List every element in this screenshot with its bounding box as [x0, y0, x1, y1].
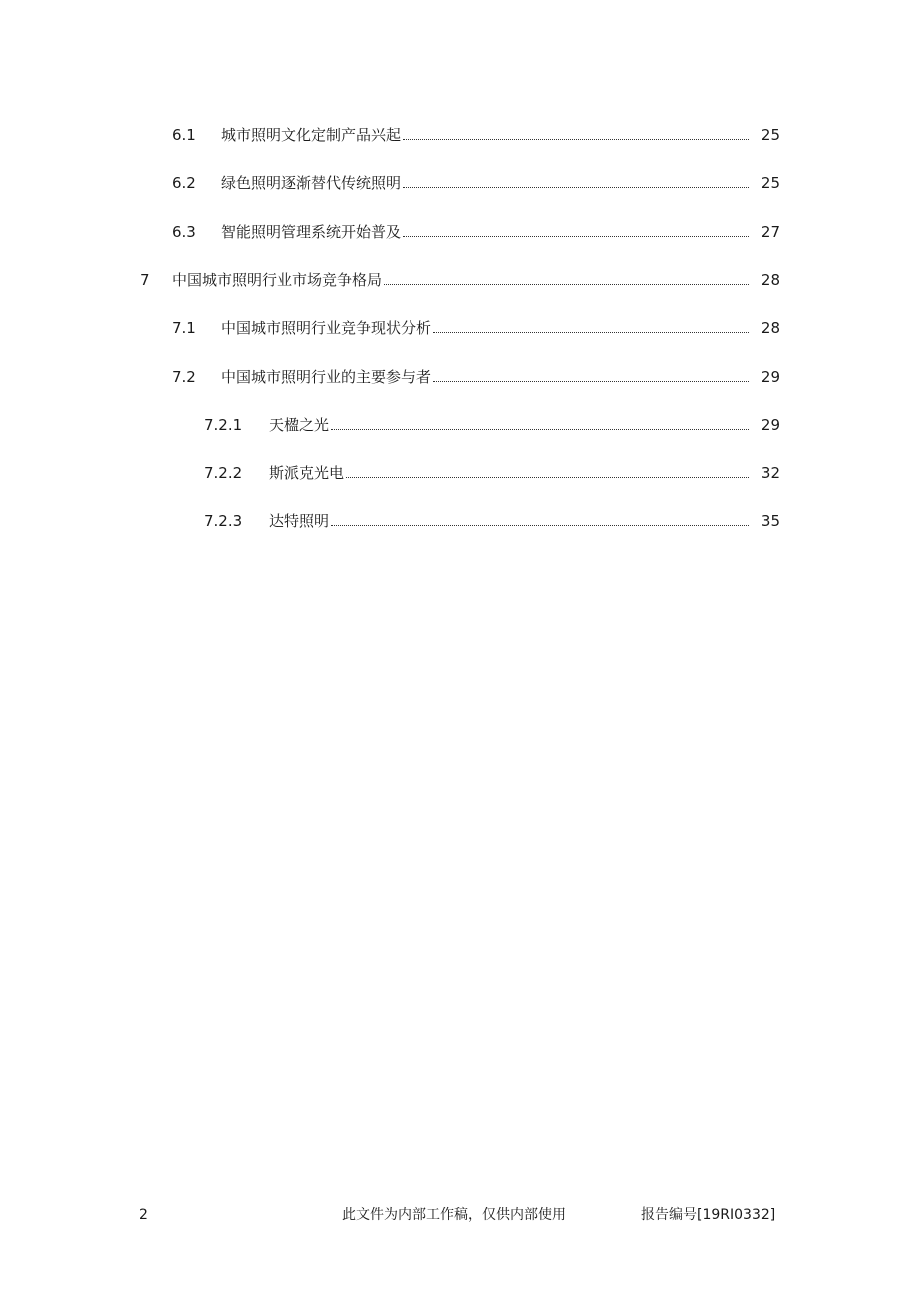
footer-page-number: 2: [139, 1207, 148, 1223]
toc-entry-number: 7.2.1: [204, 416, 243, 434]
toc-entry-title: 天楹之光: [269, 416, 330, 434]
toc-entry[interactable]: [0, 413, 920, 437]
toc-entry[interactable]: [0, 123, 920, 147]
footer-confidential-notice: 此文件为内部工作稿，仅供内部使用: [342, 1207, 566, 1223]
toc-entry-number: 7: [140, 271, 150, 289]
toc-entry-page: 25: [750, 123, 780, 147]
toc-entry-title: 绿色照明逐渐替代传统照明: [221, 174, 402, 192]
toc-entry[interactable]: [0, 171, 920, 195]
toc-entry-page: 28: [750, 316, 780, 340]
toc-entry[interactable]: [0, 316, 920, 340]
toc-entry-page: 27: [750, 220, 780, 244]
toc-entry-title: 中国城市照明行业的主要参与者: [221, 368, 432, 386]
toc-leader-dots: [403, 220, 777, 237]
toc-entry-number: 6.2: [172, 174, 196, 192]
toc-entry-title: 斯派克光电: [269, 464, 345, 482]
toc-leader-dots: [331, 413, 777, 430]
toc-leader-dots: [331, 509, 777, 526]
toc-entry-page: 32: [750, 461, 780, 485]
page-footer: [0, 1203, 920, 1227]
toc-entry-title: 中国城市照明行业市场竞争格局: [172, 271, 383, 289]
toc-entry-number: 6.3: [172, 223, 196, 241]
toc-entry-number: 7.2.2: [204, 464, 243, 482]
toc-leader-dots: [384, 268, 777, 285]
toc-entry[interactable]: [0, 509, 920, 533]
toc-entry-page: 28: [750, 268, 780, 292]
toc-entry-title: 达特照明: [269, 512, 330, 530]
toc-entry[interactable]: [0, 220, 920, 244]
toc-entry-title: 智能照明管理系统开始普及: [221, 223, 402, 241]
toc-entry-title: 城市照明文化定制产品兴起: [221, 126, 402, 144]
toc-entry[interactable]: [0, 365, 920, 389]
toc-entry-title: 中国城市照明行业竞争现状分析: [221, 319, 432, 337]
toc-entry-page: 35: [750, 509, 780, 533]
toc-entry-page: 25: [750, 171, 780, 195]
toc-entry-page: 29: [750, 413, 780, 437]
toc-entry-number: 7.2: [172, 368, 196, 386]
footer-report-number: 报告编号[19RI0332]: [641, 1207, 776, 1223]
toc-entry-number: 7.1: [172, 319, 196, 337]
toc-leader-dots: [403, 171, 777, 188]
toc-entry[interactable]: [0, 268, 920, 292]
toc-leader-dots: [403, 123, 777, 140]
toc-entry[interactable]: [0, 461, 920, 485]
toc-entry-page: 29: [750, 365, 780, 389]
toc-entry-number: 6.1: [172, 126, 196, 144]
toc-leader-dots: [433, 365, 777, 382]
toc-entry-number: 7.2.3: [204, 512, 243, 530]
toc-leader-dots: [346, 461, 777, 478]
toc-leader-dots: [433, 316, 777, 333]
